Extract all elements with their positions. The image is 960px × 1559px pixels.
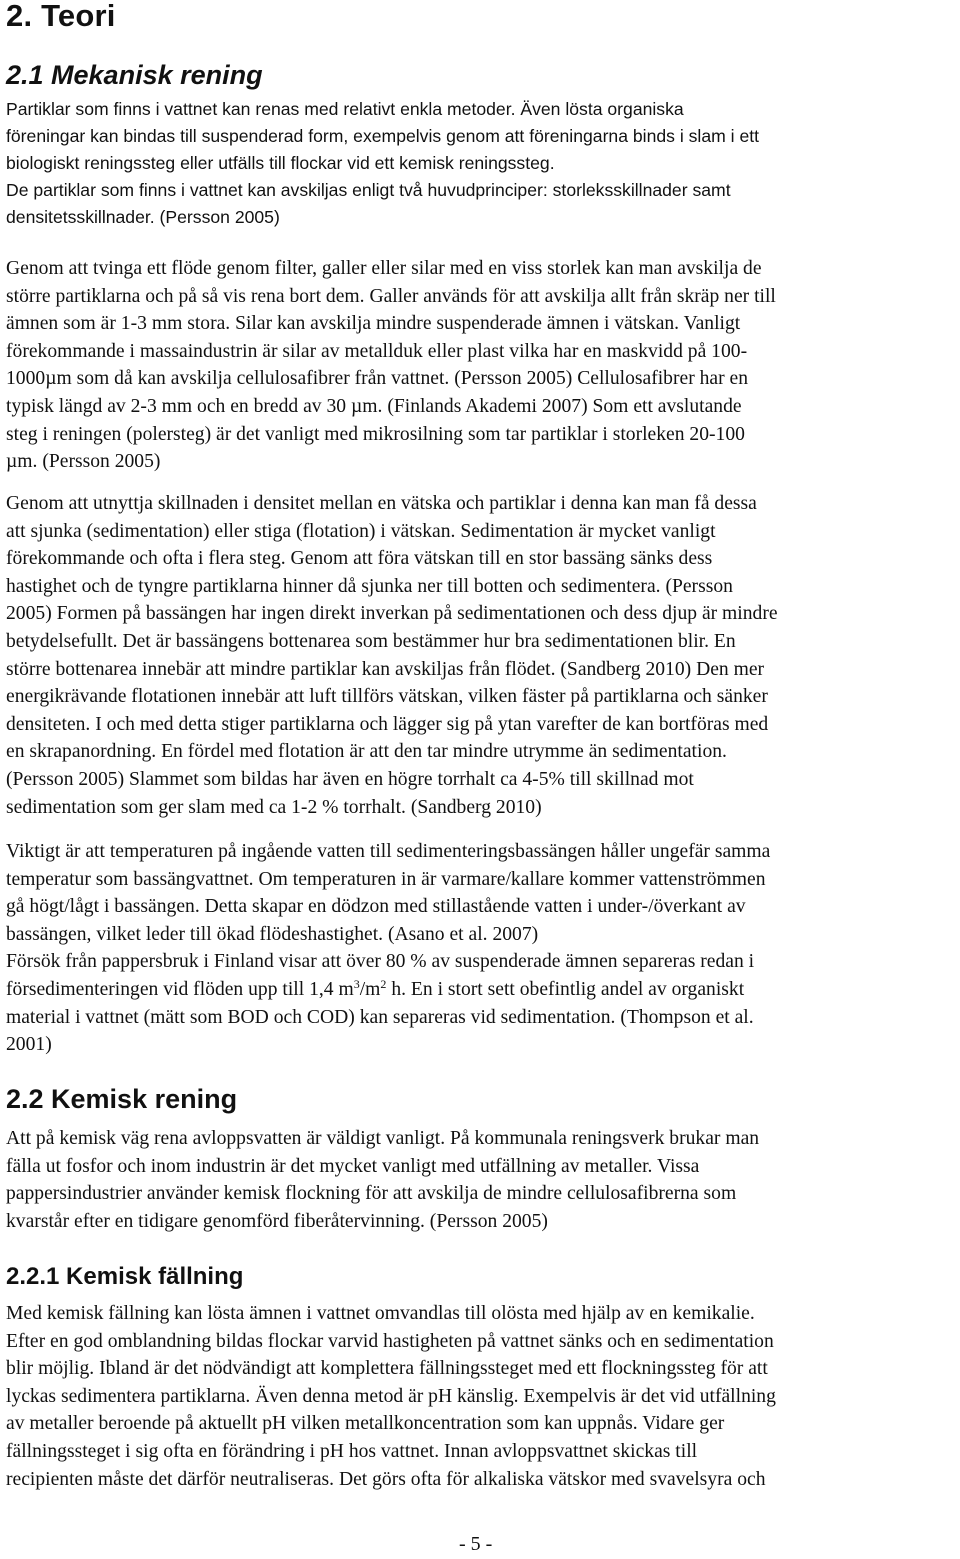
text-line: energikrävande flotationen innebär att luft tillförs vätskan, vilken fäster på partiklarna och sänker xyxy=(6,686,768,708)
text-line: recipienten måste det därför neutraliseras. Det görs ofta för alkaliska vätskor med svavelsyra och xyxy=(6,1468,766,1490)
text-line: Genom att utnyttja skillnaden i densitet mellan en vätska och partiklar i denna kan man få dessa xyxy=(6,493,757,514)
text-line: steg i reningen (polersteg) är det vanligt med mikrosilning som tar partiklar i storleken 20-100 xyxy=(6,423,745,445)
text-fragment: h. En i stort sett obefintlig andel av organiskt xyxy=(386,978,745,1000)
text-line: större bottenarea innebär att mindre partiklar kan avskiljas från flödet. (Sandberg 2010) Den mer xyxy=(6,658,765,680)
text-line: typisk längd av 2-3 mm och en bredd av 30 µm. (Finlands Akademi 2007) Som ett avslutande xyxy=(6,395,742,417)
text-line: µm. (Persson 2005) xyxy=(6,451,161,473)
text-line: betydelsefullt. Det är bassängens bottenarea som bestämmer hur bra sedimentationen blir. En xyxy=(6,630,736,652)
text-line: Att på kemisk väg rena avloppsvatten är väldigt vanligt. På kommunala reningsverk brukar man xyxy=(6,1128,760,1149)
text-line: fälla ut fosfor och inom industrin är det mycket vanligt med utfällning av metaller. Vissa xyxy=(6,1155,700,1177)
subsection-heading-2-2-1: 2.2.1 Kemisk fällning xyxy=(6,1263,244,1290)
superscript: 2 xyxy=(380,976,387,991)
section-heading-2-2: 2.2 Kemisk rening xyxy=(6,1084,238,1114)
text-line: Viktigt är att temperaturen på ingående vatten till sedimenteringsbassängen håller ungefär samma xyxy=(6,841,771,862)
text-line: 1000µm som då kan avskilja cellulosafibrer från vattnet. (Persson 2005) Cellulosafibrer har en xyxy=(6,368,749,390)
text-line: Efter en god omblandning bildas flockar varvid hastigheten på vattnet sänks och en sedimentation xyxy=(6,1330,774,1352)
page-number: - 5 - xyxy=(459,1533,493,1555)
section-heading-2-1: 2.1 Mekanisk rening xyxy=(6,60,263,90)
text-fragment: /m xyxy=(359,978,381,1000)
text-line: större partiklarna och på så vis rena bort dem. Galler används för att avskilja allt från skräp ner till xyxy=(6,285,776,307)
text-line: densiteten. I och med detta stiger partiklarna och lägger sig på ytan varefter de kan bortföras med xyxy=(6,713,769,735)
text-line-with-superscripts xyxy=(6,976,956,1004)
text-line: Försök från pappersbruk i Finland visar att över 80 % av suspenderade ämnen separeras redan i xyxy=(6,951,755,973)
text-line: förekommande i massaindustrin är silar av metallduk eller plast vilka har en maskvidd på 100- xyxy=(6,340,748,362)
text-line: 2001) xyxy=(6,1034,52,1056)
text-line: förekommande och ofta i flera steg. Genom att föra vätskan till en stor bassäng sänks dess xyxy=(6,548,713,570)
paragraph-intro xyxy=(6,96,956,231)
text-line: att sjunka (sedimentation) eller stiga (flotation) i vätskan. Sedimentation är mycket vanligt xyxy=(6,520,716,542)
text-line: av metaller beroende på aktuellt pH vilken metallkoncentration som kan uppnås. Vidare ger xyxy=(6,1413,725,1435)
paragraph-temperature xyxy=(6,838,956,1059)
text-line: sedimentation som ger slam med ca 1-2 % torrhalt. (Sandberg 2010) xyxy=(6,796,542,818)
text-line: (Persson 2005) Slammet som bildas har även en högre torrhalt ca 4-5% till skillnad mot xyxy=(6,768,694,790)
paragraph-sedimentation xyxy=(6,490,956,821)
superscript: 3 xyxy=(353,976,360,991)
paragraph-chemical-precipitation xyxy=(6,1300,956,1493)
chapter-heading: 2. Teori xyxy=(6,0,116,33)
text-line: lyckas sedimentera partiklarna. Även denna metod är pH känslig. Exempelvis är det vid utfällning xyxy=(6,1385,776,1407)
text-line: Genom att tvinga ett flöde genom filter, galler eller silar med en viss storlek kan man avskilja de xyxy=(6,258,762,279)
paragraph-filtering xyxy=(6,255,956,476)
text-line: blir möjlig. Ibland är det nödvändigt att komplettera fällningssteget med ett flockningssteg för att xyxy=(6,1358,768,1380)
text-line: densitetsskillnader. (Persson 2005) xyxy=(6,207,280,227)
text-line: temperatur som bassängvattnet. Om temperaturen in är varmare/kallare kommer vattenströmmen xyxy=(6,868,766,890)
text-line: pappersindustrier använder kemisk flockning för att avskilja de mindre cellulosafibrerna som xyxy=(6,1183,737,1205)
text-line: bassängen, vilket leder till ökad flödeshastighet. (Asano et al. 2007) xyxy=(6,923,539,945)
text-line: hastighet och de tyngre partiklarna hinner då sjunka ner till botten och sedimentera. (Persson xyxy=(6,575,733,597)
text-line: Med kemisk fällning kan lösta ämnen i vattnet omvandlas till olösta med hjälp av en kemikalie. xyxy=(6,1303,755,1324)
text-line: gå högt/lågt i bassängen. Detta skapar en dödzon med stillastående vatten i under-/överkant av xyxy=(6,896,746,918)
text-line: kvarstår efter en tidigare genomförd fiberåtervinning. (Persson 2005) xyxy=(6,1210,548,1232)
text-line: ämnen som är 1-3 mm stora. Silar kan avskilja mindre suspenderade ämnen i vätskan. Vanligt xyxy=(6,313,741,335)
text-line: material i vattnet (mätt som BOD och COD) kan separeras vid sedimentation. (Thompson et al. xyxy=(6,1006,754,1028)
text-line: fällningssteget i sig ofta en förändring i pH hos vattnet. Innan avloppsvattnet skickas till xyxy=(6,1440,698,1462)
text-line: föreningar kan bindas till suspenderad form, exempelvis genom att föreningarna binds i slam i ett xyxy=(6,126,760,146)
paragraph-chemical-treatment xyxy=(6,1125,956,1235)
text-line: biologiskt reningssteg eller utfälls till flockar vid ett kemisk reningssteg. xyxy=(6,153,555,173)
text-line: 2005) Formen på bassängen har ingen direkt inverkan på sedimentationen och dess djup är mindre xyxy=(6,603,778,625)
text-line: De partiklar som finns i vattnet kan avskiljas enligt två huvudprinciper: storleksskillnader samt xyxy=(6,180,731,200)
text-fragment: försedimenteringen vid flöden upp till 1,4 m xyxy=(6,978,354,1000)
text-line: en skrapanordning. En fördel med flotation är att den tar mindre utrymme än sedimentation. xyxy=(6,741,727,763)
text-line: Partiklar som finns i vattnet kan renas med relativt enkla metoder. Även lösta organiska xyxy=(6,99,684,119)
